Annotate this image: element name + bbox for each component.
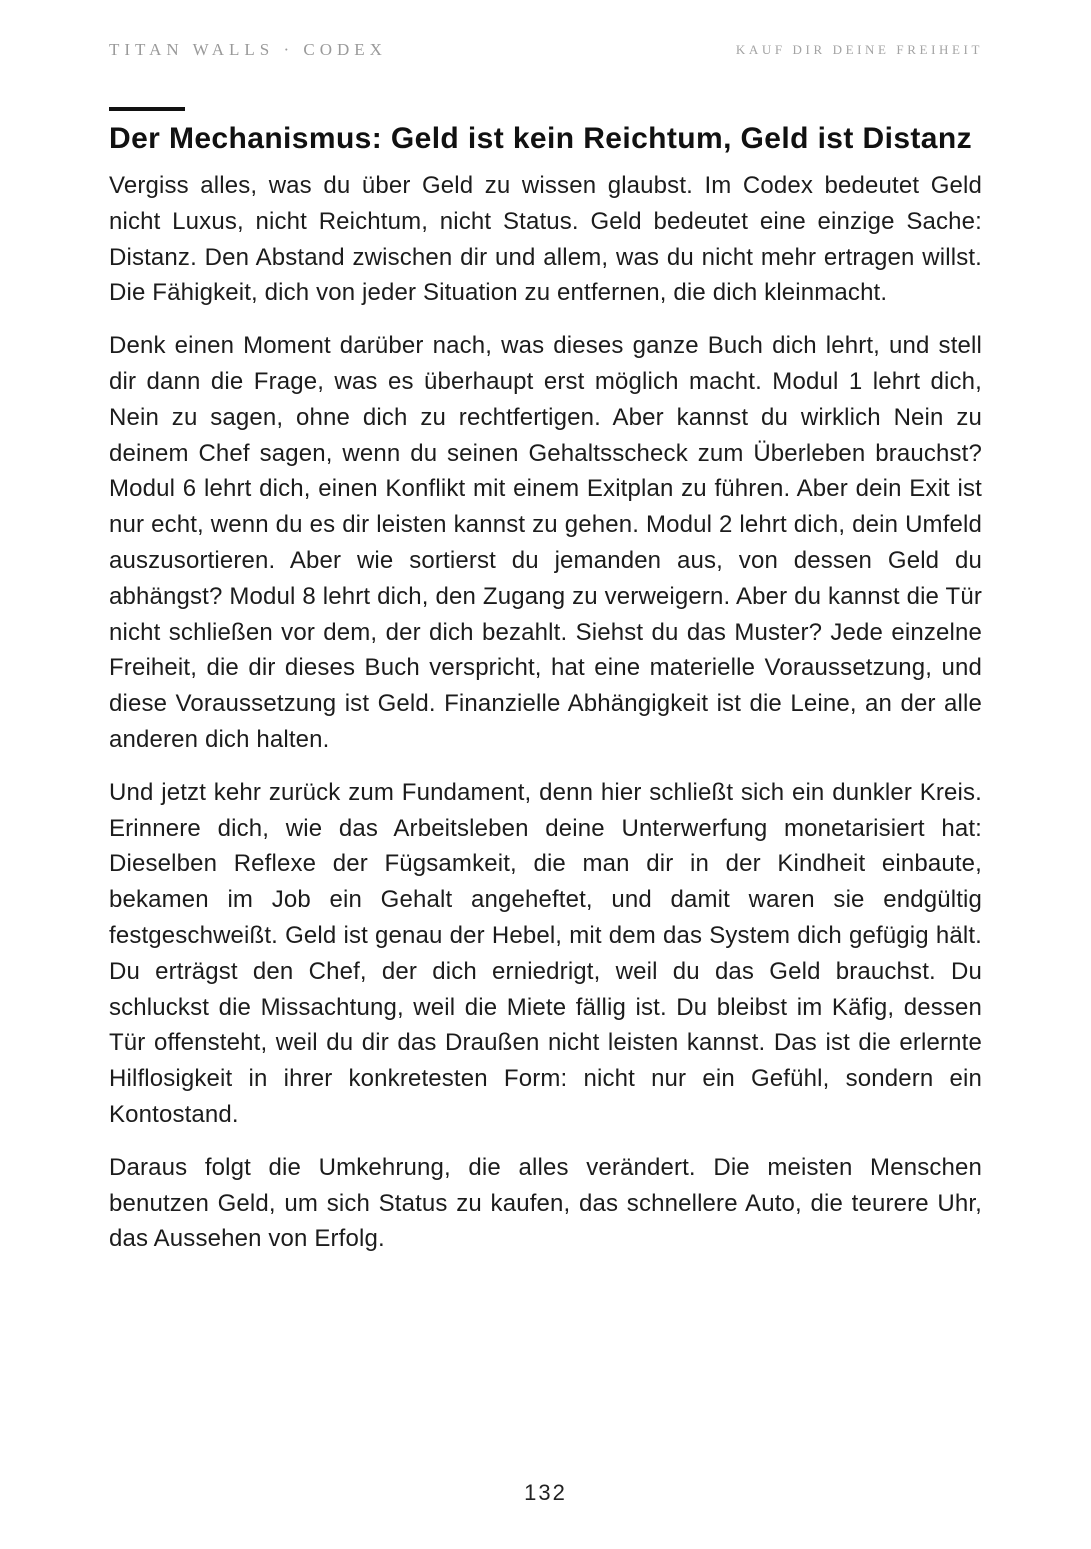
body-paragraph: Denk einen Moment darüber nach, was dieses ganze Buch dich lehrt, und stell dir dann die Frage, was es überhaupt erst möglich macht. Modul 1 lehrt dich, Nein zu sagen, ohne dich zu rechtfertigen. Aber kannst du wirklich Nein zu deinem Chef sagen, wenn du seinen Gehaltsscheck zum Überleben brauchst? Modul 6 lehrt dich, einen Konflikt mit einem Exitplan zu führen. Aber dein Exit ist nur echt, wenn du es dir leisten kannst zu gehen. Modul 2 lehrt dich, dein Umfeld auszusortieren. Aber wie sortierst du jemanden aus, von dessen Geld du abhängst? Modul 8 lehrt dich, den Zugang zu verweigern. Aber du kannst die Tür nicht schließen vor dem, der dich bezahlt. Siehst du das Muster? Jede einzelne Freiheit, die dir dieses Buch verspricht, hat eine materielle Voraussetzung, und diese Voraussetzung ist Geld. Finanzielle Abhängigkeit ist die Leine, an der alle anderen dich halten.	[109, 332, 982, 753]
page-body	[109, 107, 982, 1274]
body-paragraph: Daraus folgt die Umkehrung, die alles verändert. Die meisten Menschen benutzen Geld, um sich Status zu kaufen, das schnellere Auto, die teurere Uhr, das Aussehen von Erfolg.	[109, 1153, 982, 1253]
chapter-title-header: KAUF DIR DEINE FREIHEIT	[735, 42, 983, 57]
book-title-header: TITAN WALLS · CODEX	[109, 40, 387, 59]
page-number: 132	[524, 1480, 567, 1505]
running-header	[0, 38, 1091, 62]
body-paragraph: Und jetzt kehr zurück zum Fundament, denn hier schließt sich ein dunkler Kreis. Erinnere dich, wie das Arbeitsleben deine Unterwerfung monetarisiert hat: Dieselben Reflexe der Fügsamkeit, die man dir in der Kindheit einbaute, bekamen im Job ein Gehalt angeheftet, und damit waren sie endgültig festgeschweißt. Geld ist genau der Hebel, mit dem das System dich gefügig hält. Du erträgst den Chef, der dich erniedrigt, weil du das Geld brauchst. Du schluckst die Missachtung, weil die Miete fällig ist. Du bleibst im Käfig, dessen Tür offensteht, weil du dir das Draußen nicht leisten kannst. Das ist die erlernte Hilflosigkeit in ihrer konkretesten Form: nicht nur ein Gefühl, sondern ein Kontostand.	[109, 778, 982, 1128]
section-heading: Der Mechanismus: Geld ist kein Reichtum, Geld ist Distanz	[109, 122, 973, 155]
section-rule	[109, 107, 185, 111]
body-paragraph: Vergiss alles, was du über Geld zu wissen glaubst. Im Codex bedeutet Geld nicht Luxus, nicht Reichtum, nicht Status. Geld bedeutet eine einzige Sache: Distanz. Den Abstand zwischen dir und allem, was du nicht mehr ertragen willst. Die Fähigkeit, dich von jeder Situation zu entfernen, die dich kleinmacht.	[109, 172, 982, 307]
